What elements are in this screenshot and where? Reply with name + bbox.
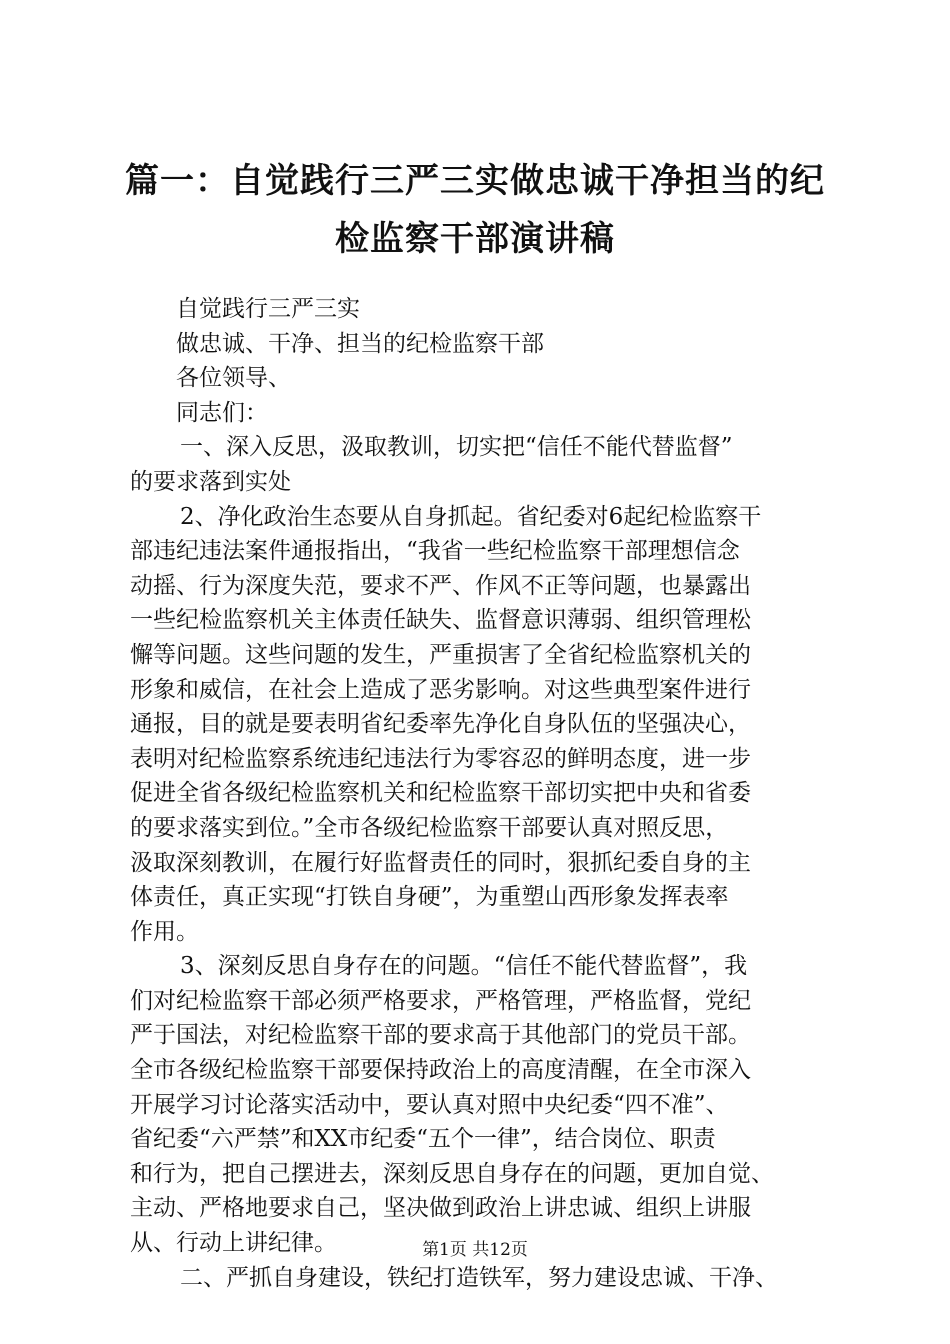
title-line-2: 检监察干部演讲稿 — [335, 219, 615, 259]
text-line: 促进全省各级纪检监察机关和纪检监察干部切实把中央和省委 — [130, 780, 751, 807]
text-line: 和行为，把自己摆进去，深刻反思自身存在的问题，更加自觉、 — [130, 1160, 774, 1187]
text-line: 通报，目的就是要表明省纪委率先净化自身队伍的坚强决心， — [130, 711, 751, 738]
text-line: 作用。 — [130, 918, 199, 945]
text-line: 部违纪违法案件通报指出，“我省一些纪检监察干部理想信念 — [130, 538, 740, 565]
text-line: 一些纪检监察机关主体责任缺失、监督意识薄弱、组织管理松 — [130, 607, 751, 634]
document-body — [130, 292, 830, 1295]
text-line: 二、严抓自身建设，铁纪打造铁军，努力建设忠诚、干净、 — [180, 1264, 778, 1291]
text-line: 懈等问题。这些问题的发生，严重损害了全省纪检监察机关的 — [130, 641, 751, 668]
text-line: 表明对纪检监察系统违纪违法行为零容忍的鲜明态度，进一步 — [130, 745, 751, 772]
text-line: 一、深入反思，汲取教训，切实把“信任不能代替监督” — [180, 434, 733, 461]
title-line-1: 篇一：自觉践行三严三实做忠诚干净担当的纪 — [125, 161, 825, 201]
text-line: 从、行动上讲纪律。 — [130, 1230, 337, 1257]
page-footer: 第1页 共12页 — [422, 1240, 528, 1260]
text-line: 2、净化政治生态要从自身抓起。省纪委对6起纪检监察干 — [180, 503, 762, 530]
text-line: 的要求落实到位。”全市各级纪检监察干部要认真对照反思， — [130, 814, 729, 841]
text-line: 自觉践行三严三实 — [176, 296, 360, 322]
text-line: 形象和威信，在社会上造成了恶劣影响。对这些典型案件进行 — [130, 676, 751, 703]
text-line: 们对纪检监察干部必须严格要求，严格管理，严格监督，党纪 — [130, 987, 751, 1014]
text-line: 3、深刻反思自身存在的问题。“信任不能代替监督”，我 — [180, 953, 748, 980]
text-line: 开展学习讨论落实活动中，要认真对照中央纪委“四不准”、 — [130, 1091, 729, 1118]
text-line: 动摇、行为深度失范，要求不严、作风不正等问题，也暴露出 — [130, 572, 751, 599]
text-line: 做忠诚、干净、担当的纪检监察干部 — [176, 330, 544, 357]
text-line: 各位领导、 — [176, 365, 291, 392]
text-line: 同志们： — [176, 399, 268, 426]
text-line: 汲取深刻教训，在履行好监督责任的同时，狠抓纪委自身的主 — [130, 849, 751, 876]
document-title — [110, 152, 840, 268]
text-line: 全市各级纪检监察干部要保持政治上的高度清醒，在全市深入 — [130, 1057, 751, 1084]
text-line: 严于国法，对纪检监察干部的要求高于其他部门的党员干部。 — [130, 1022, 751, 1049]
text-line: 省纪委“六严禁”和XX市纪委“五个一律”，结合岗位、职责 — [130, 1126, 716, 1153]
text-line: 主动、严格地要求自己，坚决做到政治上讲忠诚、组织上讲服 — [130, 1195, 751, 1222]
text-line: 的要求落到实处 — [130, 468, 291, 495]
text-line: 体责任，真正实现“打铁自身硬”，为重塑山西形象发挥表率 — [130, 884, 729, 911]
